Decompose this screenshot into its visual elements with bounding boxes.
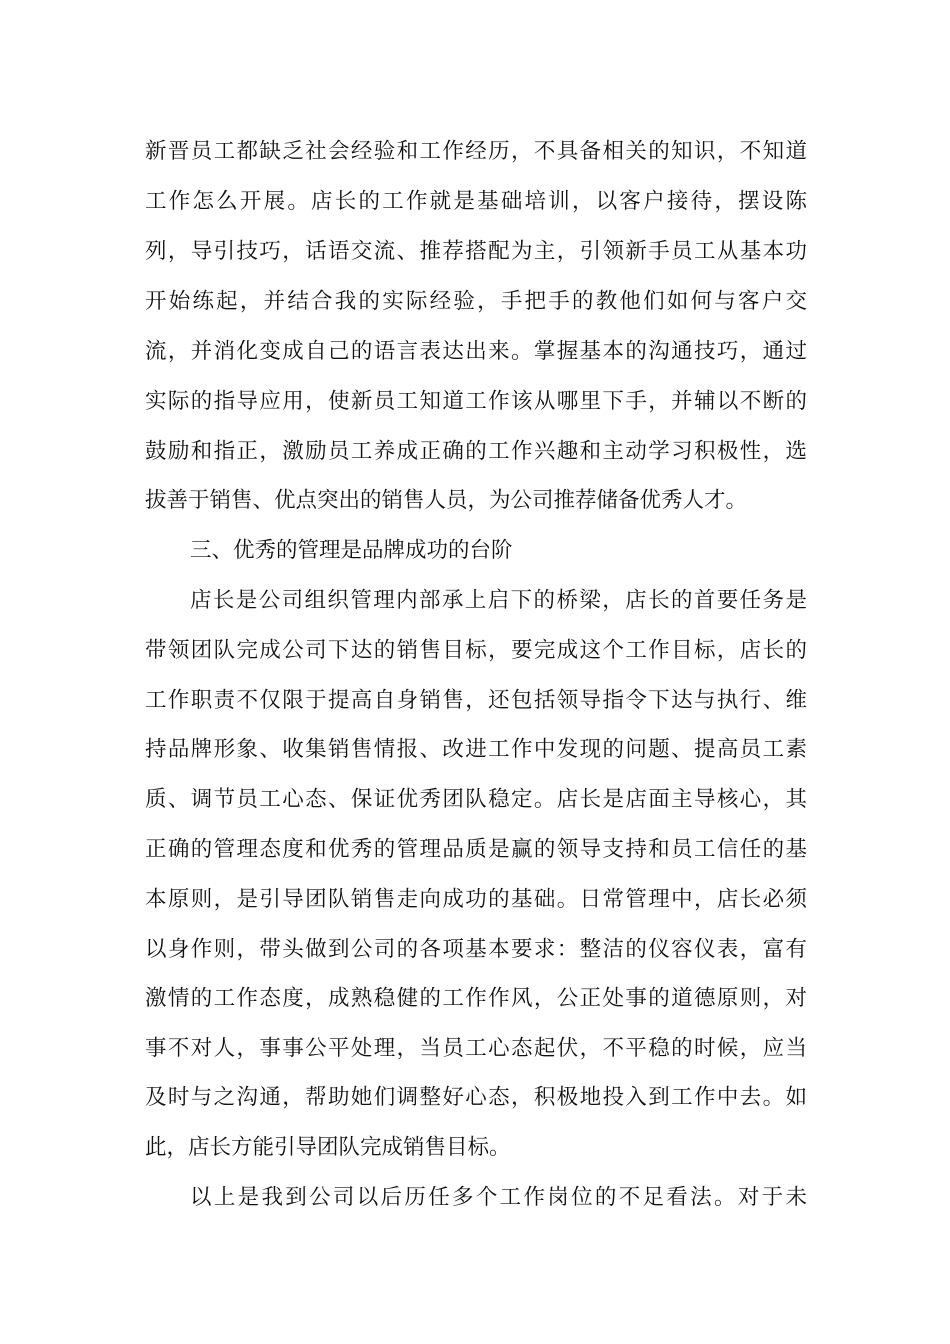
paragraph-1-line-4: 开始练起，并结合我的实际经验，手把手的教他们如何与客户交	[145, 289, 807, 314]
paragraph-2-line-3: 工作职责不仅限于提高自身销售，还包括领导指令下达与执行、维	[145, 688, 807, 713]
paragraph-1-line-1: 新晋员工都缺乏社会经验和工作经历，不具备相关的知识，不知道	[145, 139, 807, 164]
paragraph-2-line-11: 及时与之沟通，帮助她们调整好心态，积极地投入到工作中去。如	[145, 1085, 807, 1110]
paragraph-1-line-8: 拔善于销售、优点突出的销售人员，为公司推荐储备优秀人才。	[145, 488, 748, 513]
paragraph-2-line-12: 此，店长方能引导团队完成销售目标。	[145, 1135, 511, 1160]
paragraph-2-line-6: 正确的管理态度和优秀的管理品质是赢的领导支持和员工信任的基	[145, 837, 807, 862]
paragraph-1-line-3: 列，导引技巧，话语交流、推荐搭配为主，引领新手员工从基本功	[145, 239, 807, 264]
paragraph-2-line-8: 以身作则，带头做到公司的各项基本要求：整洁的仪容仪表，富有	[145, 937, 807, 962]
paragraph-2-line-10: 事不对人，事事公平处理，当员工心态起伏，不平稳的时候，应当	[145, 1036, 807, 1061]
paragraph-2-line-7: 本原则，是引导团队销售走向成功的基础。日常管理中，店长必须	[145, 887, 807, 912]
paragraph-2-line-4: 持品牌形象、收集销售情报、改进工作中发现的问题、提高员工素	[145, 737, 807, 762]
paragraph-1-line-5: 流，并消化变成自己的语言表达出来。掌握基本的沟通技巧，通过	[145, 339, 807, 364]
section-heading: 三、优秀的管理是品牌成功的台阶	[190, 538, 513, 563]
paragraph-1-line-7: 鼓励和指正，激励员工养成正确的工作兴趣和主动学习积极性，选	[145, 439, 807, 464]
paragraph-2-line-1: 店长是公司组织管理内部承上启下的桥梁，店长的首要任务是	[190, 588, 807, 613]
paragraph-1-line-6: 实际的指导应用，使新员工知道工作该从哪里下手，并辅以不断的	[145, 389, 807, 414]
paragraph-2-line-2: 带领团队完成公司下达的销售目标，要完成这个工作目标，店长的	[145, 638, 807, 663]
paragraph-2-line-9: 激情的工作态度，成熟稳健的工作作风，公正处事的道德原则，对	[145, 986, 807, 1011]
paragraph-2-line-5: 质、调节员工心态、保证优秀团队稳定。店长是店面主导核心，其	[145, 787, 807, 812]
paragraph-1-line-2: 工作怎么开展。店长的工作就是基础培训，以客户接待，摆设陈	[145, 189, 807, 214]
paragraph-3-line-1: 以上是我到公司以后历任多个工作岗位的不足看法。对于未	[190, 1185, 807, 1210]
